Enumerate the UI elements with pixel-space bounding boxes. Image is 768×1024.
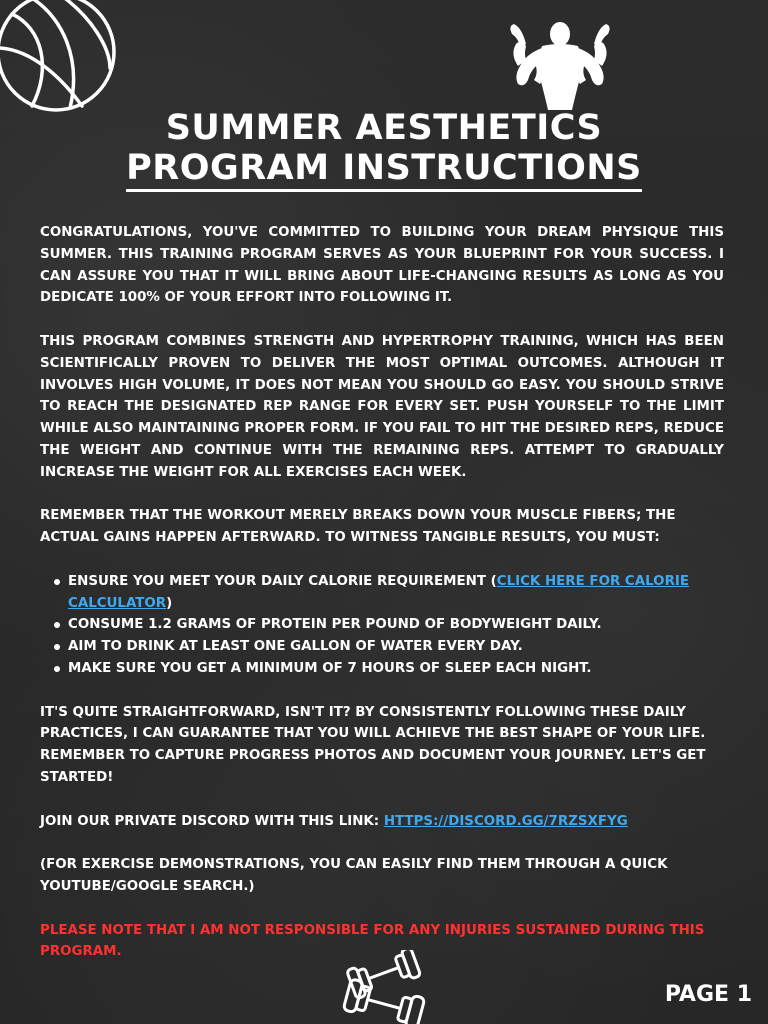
program-paragraph: THIS PROGRAM COMBINES STRENGTH AND HYPERTROPHY TRAINING, WHICH HAS BEEN SCIENTIFICALLY PROVEN TO DELIVER THE MOST OPTIMAL OUTCOMES. ALTHOUGH IT INVOLVES HIGH VOLUME, IT DOES NOT MEAN YOU SHOULD GO EASY. YOU SHOULD STRIVE TO REACH THE DESIGNATED REP RANGE FOR EVERY SET. PUSH YOURSELF TO THE LIMIT WHILE ALSO MAINTAINING PROPER FORM. IF YOU FAIL TO HIT THE DESIRED REPS, REDUCE THE WEIGHT AND CONTINUE WITH THE REMAINING REPS. ATTEMPT TO GRADUALLY INCREASE THE WEIGHT FOR ALL EXERCISES EACH WEEK. — [40, 333, 724, 480]
page-title — [0, 108, 768, 192]
page-number: PAGE 1 — [664, 982, 752, 1007]
discord-link[interactable]: HTTPS://DISCORD.GG/7RZSXFYG — [383, 813, 628, 829]
bodybuilder-icon — [508, 14, 612, 112]
injury-disclaimer: PLEASE NOTE THAT I AM NOT RESPONSIBLE FOR ANY INJURIES SUSTAINED DURING THIS PROGRAM. — [40, 922, 705, 960]
instructions-body — [40, 222, 724, 985]
calorie-item-suffix: ) — [166, 595, 173, 611]
list-item: AIM TO DRINK AT LEAST ONE GALLON OF WATER EVERY DAY. — [68, 636, 724, 658]
dumbbells-icon — [336, 950, 432, 1024]
list-item: MAKE SURE YOU GET A MINIMUM OF 7 HOURS OF SLEEP EACH NIGHT. — [68, 658, 724, 680]
list-item: CONSUME 1.2 GRAMS OF PROTEIN PER POUND OF BODYWEIGHT DAILY. — [68, 614, 724, 636]
calorie-calculator-link[interactable]: CLICK HERE FOR CALORIE CALCULATOR — [68, 573, 690, 611]
list-item — [68, 571, 724, 615]
calorie-item-text: ENSURE YOU MEET YOUR DAILY CALORIE REQUIREMENT ( — [68, 573, 497, 589]
discord-paragraph — [40, 811, 724, 833]
intro-paragraph: CONGRATULATIONS, YOU'VE COMMITTED TO BUILDING YOUR DREAM PHYSIQUE THIS SUMMER. THIS TRAINING PROGRAM SERVES AS YOUR BLUEPRINT FOR YOUR SUCCESS. I CAN ASSURE YOU THAT IT WILL BRING ABOUT LIFE-CHANGING RESULTS AS LONG AS YOU DEDICATE 100% OF YOUR EFFORT INTO FOLLOWING IT. — [40, 225, 724, 306]
daily-checklist — [40, 571, 724, 680]
demos-paragraph: (FOR EXERCISE DEMONSTRATIONS, YOU CAN EASILY FIND THEM THROUGH A QUICK YOUTUBE/GOOGLE SEARCH.) — [40, 857, 668, 894]
discord-prefix: JOIN OUR PRIVATE DISCORD WITH THIS LINK: — [40, 813, 384, 829]
beach-ball-icon — [0, 0, 120, 116]
title-line-2: PROGRAM INSTRUCTIONS — [126, 148, 642, 192]
remember-paragraph: REMEMBER THAT THE WORKOUT MERELY BREAKS DOWN YOUR MUSCLE FIBERS; THE ACTUAL GAINS HAPPEN AFTERWARD. TO WITNESS TANGIBLE RESULTS, YOU MUST: — [40, 508, 676, 546]
straightforward-paragraph: IT'S QUITE STRAIGHTFORWARD, ISN'T IT? BY CONSISTENTLY FOLLOWING THESE DAILY PRACTICES, I CAN GUARANTEE THAT YOU WILL ACHIEVE THE BEST SHAPE OF YOUR LIFE. REMEMBER TO CAPTURE PROGRESS PHOTOS AND DOCUMENT YOUR JOURNEY. LET'S GET STARTED! — [40, 704, 706, 785]
title-line-1: SUMMER AESTHETICS — [165, 108, 603, 148]
